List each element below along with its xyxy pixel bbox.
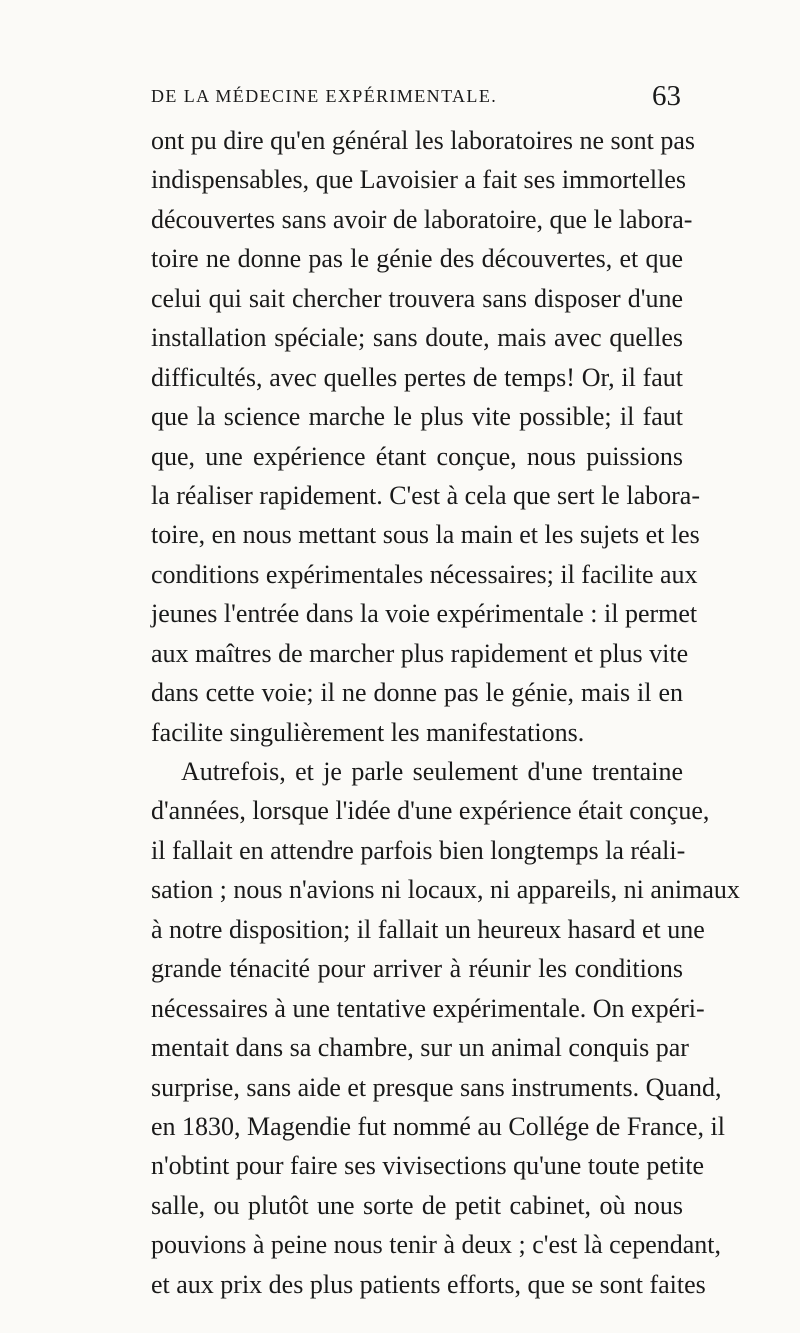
text-line: surprise, sans aide et presque sans instruments. Quand, xyxy=(151,1072,722,1102)
text-line: sation ; nous n'avions ni locaux, ni appareils, ni animaux xyxy=(151,875,740,905)
page-number: 63 xyxy=(652,80,681,112)
text-line: toire, en nous mettant sous la main et les sujets et les xyxy=(151,520,700,550)
text-line: ont pu dire qu'en général les laboratoires ne sont pas xyxy=(151,126,696,155)
text-line: en 1830, Magendie fut nommé au Collége de France, il xyxy=(151,1111,726,1141)
body-text xyxy=(151,121,740,1304)
paragraph-start-line: Autrefois, et je parle seulement d'une trentaine xyxy=(181,757,683,786)
text-line: nécessaires à une tentative expérimentale. On expéri- xyxy=(151,993,705,1023)
text-line: installation spéciale; sans doute, mais avec quelles xyxy=(151,323,683,353)
text-line: salle, ou plutôt une sorte de petit cabinet, où nous xyxy=(151,1190,683,1220)
text-line: dans cette voie; il ne donne pas le génie, mais il en xyxy=(151,678,683,708)
paragraph-end-line: facilite singulièrement les manifestations. xyxy=(151,717,585,747)
text-line: d'années, lorsque l'idée d'une expérience était conçue, xyxy=(151,796,710,826)
text-line: indispensables, que Lavoisier a fait ses immortelles xyxy=(151,165,687,195)
text-line: celui qui sait chercher trouvera sans disposer d'une xyxy=(151,283,683,313)
text-line: il fallait en attendre parfois bien longtemps la réali- xyxy=(151,835,686,865)
running-title: DE LA MÉDECINE EXPÉRIMENTALE. xyxy=(151,86,498,106)
text-line: la réaliser rapidement. C'est à cela que sert le labora- xyxy=(151,480,700,510)
text-line: mentait dans sa chambre, sur un animal conquis par xyxy=(151,1033,689,1063)
text-line: aux maîtres de marcher plus rapidement et plus vite xyxy=(151,638,689,668)
text-line: découvertes sans avoir de laboratoire, que le labora- xyxy=(151,204,693,234)
running-header xyxy=(151,80,681,116)
text-line: conditions expérimentales nécessaires; il facilite aux xyxy=(151,559,698,589)
text-line: que la science marche le plus vite possible; il faut xyxy=(151,402,683,432)
text-line: difficultés, avec quelles pertes de temps! Or, il faut xyxy=(151,362,683,392)
text-line: toire ne donne pas le génie des découvertes, et que xyxy=(151,244,683,274)
text-line: à notre disposition; il fallait un heureux hasard et une xyxy=(151,914,705,944)
text-line: pouvions à peine nous tenir à deux ; c'est là cependant, xyxy=(151,1230,722,1260)
text-line: grande ténacité pour arriver à réunir les conditions xyxy=(151,954,683,984)
text-line: que, une expérience étant conçue, nous puissions xyxy=(151,441,683,471)
text-line: n'obtint pour faire ses vivisections qu'une toute petite xyxy=(151,1151,705,1181)
text-line: jeunes l'entrée dans la voie expérimentale : il permet xyxy=(151,599,698,629)
text-line: et aux prix des plus patients efforts, que se sont faites xyxy=(151,1269,706,1299)
